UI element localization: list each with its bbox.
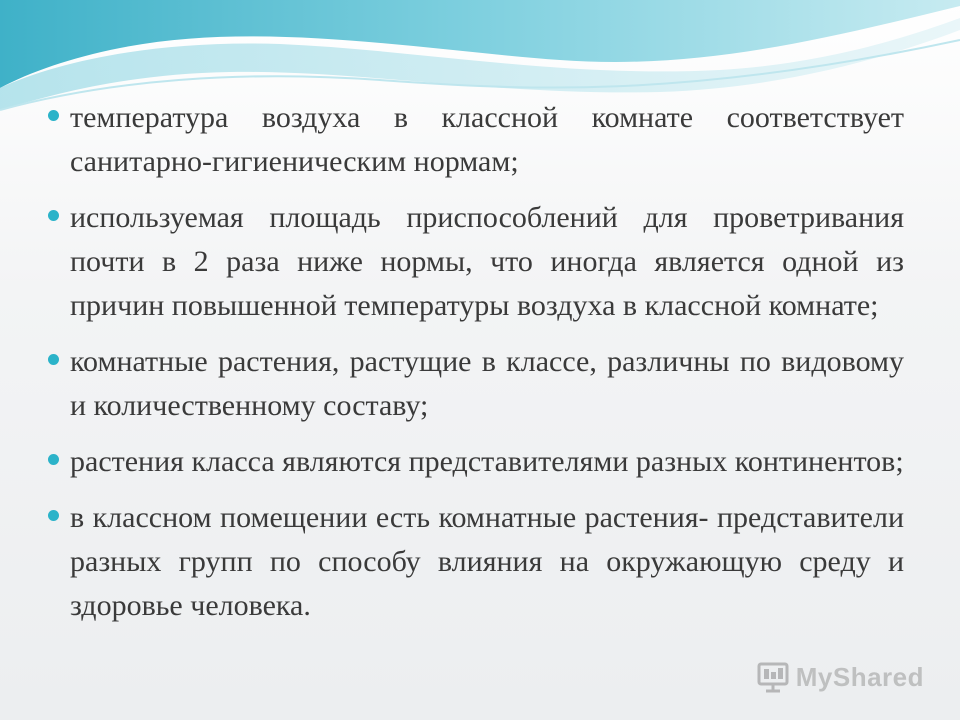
presentation-screen-icon xyxy=(756,660,790,694)
bullet-dot-icon xyxy=(48,510,59,521)
bullet-text: в классном помещении есть комнатные растения- представители разных групп по способу влияния на окружающую среду и здоровье человека. xyxy=(70,501,904,622)
bullet-dot-icon xyxy=(48,210,59,221)
bullet-dot-icon xyxy=(48,110,59,121)
list-item xyxy=(48,440,904,484)
list-item xyxy=(48,96,904,184)
bullet-text: температура воздуха в классной комнате соответствует санитарно-гигиеническим нормам; xyxy=(70,101,904,178)
watermark-text: MyShared xyxy=(795,661,924,692)
list-item xyxy=(48,340,904,428)
bullet-dot-icon xyxy=(48,454,59,465)
bullet-text: используемая площадь приспособлений для проветривания почти в 2 раза ниже нормы, что иногда является одной из причин повышенной температуры воздуха в классной комнате; xyxy=(70,201,904,322)
bullet-text: комнатные растения, растущие в классе, различны по видовому и количественному составу; xyxy=(70,345,904,422)
watermark xyxy=(756,660,924,694)
bullet-text: растения класса являются представителями разных континентов; xyxy=(70,445,904,478)
list-item xyxy=(48,496,904,628)
bullet-list xyxy=(48,96,904,640)
list-item xyxy=(48,196,904,328)
bullet-dot-icon xyxy=(48,354,59,365)
